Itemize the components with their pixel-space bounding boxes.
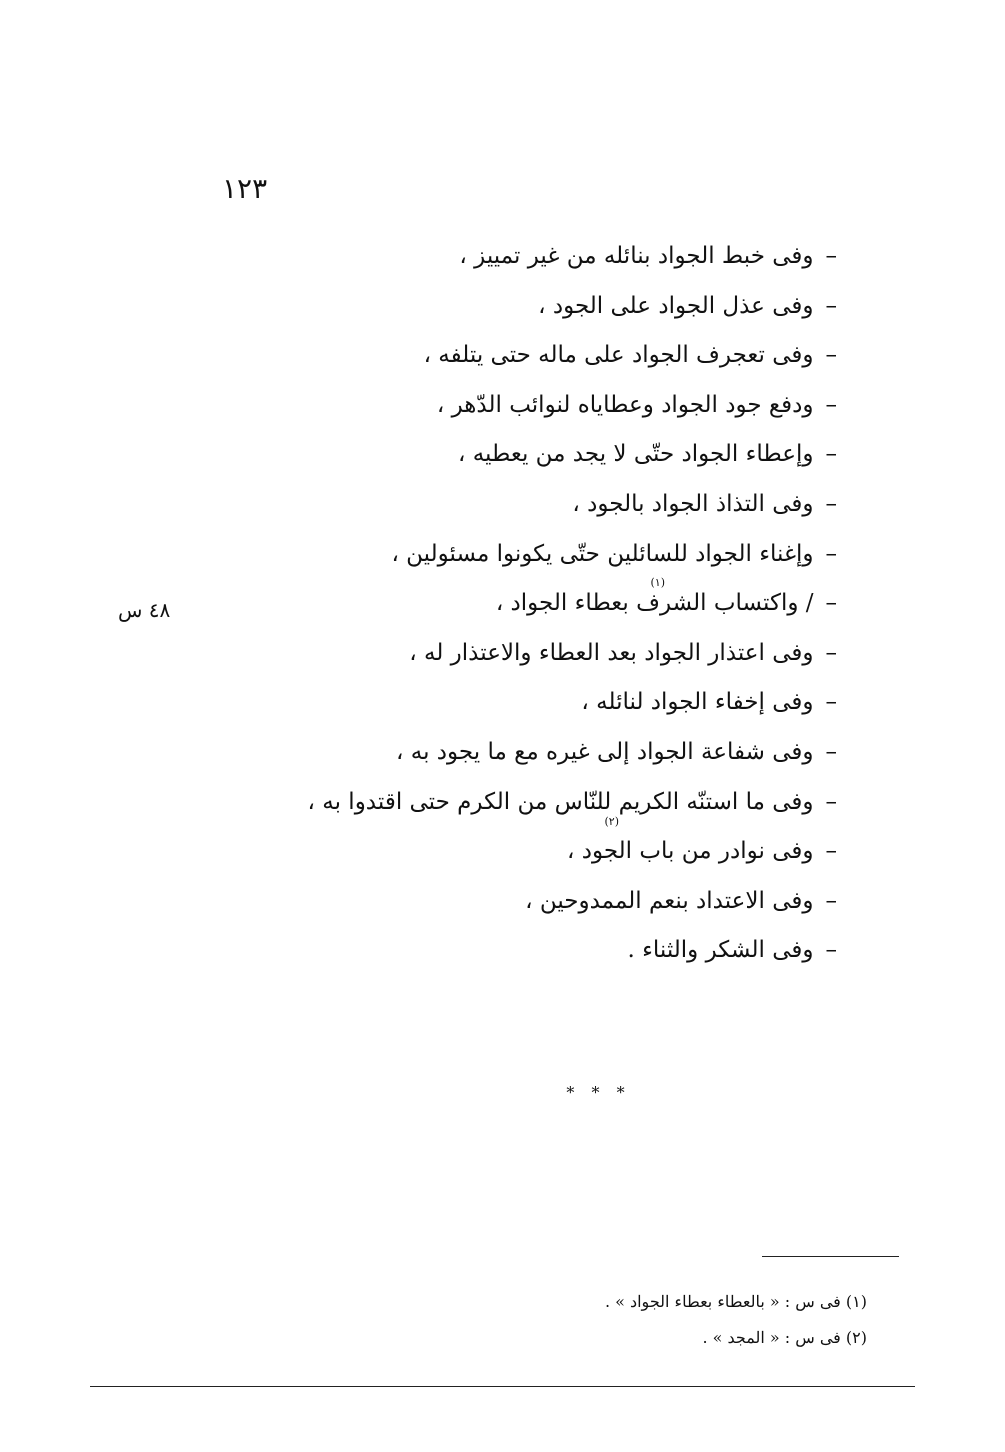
entry-text: وفى عذل الجواد على الجود ، [538,292,814,319]
footnote-mark: (١) [650,576,665,590]
list-item [277,430,837,480]
entry-text: وفى التذاذ الجواد بالجود ، [572,490,814,517]
entry-text: وفى الاعتداد بنعم الممدوحين ، [525,887,814,914]
entry-text: وإعطاء الجواد حتّى لا يجد من يعطيه ، [457,441,814,468]
entry-text: ودفع جود الجواد وعطاياه لنوائب الدّهر ، [436,391,814,418]
section-separator: * * * [566,1083,631,1102]
dash: – [825,590,837,617]
dash: – [825,887,837,914]
dash: – [825,838,837,865]
list-item [277,629,837,679]
entry-text: وفى إخفاء الجواد لنائله ، [581,689,814,716]
dash: – [825,788,837,815]
footnote: (١) فى س : « بالعطاء بعطاء الجواد » . [604,1292,867,1311]
dash: – [825,441,837,468]
entry-text: وفى تعجرف الجواد على ماله حتى يتلفه ، [423,342,814,369]
dash: – [825,937,837,964]
footnote: (٢) فى س : « المجد » . [702,1328,867,1347]
list-item [277,282,837,332]
list-item [277,331,837,381]
entry-text: وفى الشكر والثناء . [627,937,814,964]
list-item [277,576,837,629]
dash: – [825,540,837,567]
entry-list [277,232,837,976]
footnote-divider [762,1256,899,1257]
entry-text: وفى نوادر من باب الجود ، [566,838,814,865]
entry-text: وإغناء الجواد للسائلين حتّى يكونوا مسئولين ، [391,540,814,567]
dash: – [825,689,837,716]
list-item [277,530,837,580]
page-bottom-rule [90,1386,915,1387]
list-item [277,728,837,778]
entry-text: وفى ما استنّه الكريم للنّاس من الكرم حتى اقتدوا به ، [307,788,814,815]
entry-text: وفى اعتذار الجواد بعد العطاء والاعتذار له ، [409,639,814,666]
list-item [277,678,837,728]
list-item [277,381,837,431]
dash: – [825,738,837,765]
footnotes [605,1284,867,1356]
list-item [277,877,837,927]
margin-reference: ٤٨ س [118,598,171,622]
entry-text: وفى خبط الجواد بنائله من غير تمييز ، [459,243,814,269]
dash: – [825,243,837,269]
list-item [277,480,837,530]
list-item [277,778,837,828]
footnote-mark: (٢) [604,814,619,828]
entry-text: وفى شفاعة الجواد إلى غيره مع ما يجود به ، [396,738,814,765]
page-number: ١٢٣ [222,172,268,205]
list-item [277,232,837,282]
dash: – [825,292,837,319]
dash: – [825,342,837,369]
dash: – [825,391,837,418]
dash: – [825,490,837,517]
list-item [277,926,837,976]
entry-text: / واكتساب الشرف بعطاء الجواد ، [495,590,814,617]
dash: – [825,639,837,666]
list-item [277,827,837,877]
